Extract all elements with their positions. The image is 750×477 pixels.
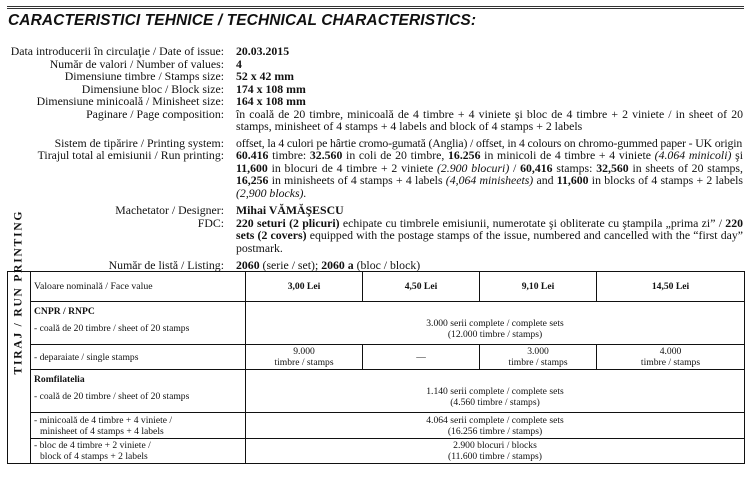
romfilatelia-sheet-value	[246, 370, 745, 413]
spec-label: Tirajul total al emisiunii / Run printing:	[37, 148, 224, 162]
cnpr-single-14-50	[597, 345, 745, 370]
value-line: (12.000 timbre / stamps)	[447, 329, 543, 340]
romfilatelia-title: Romfilatelia	[34, 374, 85, 385]
spec-label: Data introducerii în circulaţie / Date of issue:	[10, 44, 224, 58]
run-text: in minisheets of 4 stamps + 4 labels	[268, 173, 446, 188]
romfilatelia-sheet-label: - coală de 20 timbre / sheet of 20 stamps	[34, 391, 190, 402]
spec-label: Paginare / Page composition:	[86, 106, 224, 121]
value-line: (11.600 timbre / stamps)	[448, 451, 542, 462]
value-line: 1.140 serii complete / complete sets	[426, 386, 564, 397]
run-text: and	[533, 173, 557, 188]
cnpr-single-3-00	[246, 345, 363, 370]
fdc-sets-en: 220 sets (2 covers)	[236, 215, 743, 243]
value-line: 4.000	[659, 346, 682, 357]
run-total-en: 60,416	[520, 160, 553, 175]
spec-value: Mihai VĂMĂŞESCU	[236, 203, 344, 217]
side-label: TIRAJ / RUN PRINTING	[12, 209, 25, 375]
table-row	[8, 413, 745, 439]
cnpr-sheet-label: - coală de 20 timbre / sheet of 20 stamps	[34, 323, 190, 334]
listing-text: (bloc / block)	[353, 257, 421, 272]
spec-value	[236, 217, 743, 255]
cnpr-single-4-50: —	[363, 345, 480, 370]
listing-text: (serie / set);	[259, 257, 322, 272]
spec-label: Dimensiune timbre / Stamps size:	[64, 69, 224, 83]
side-label-cell	[8, 209, 31, 464]
label-line: - bloc de 4 timbre + 2 viniete /	[34, 440, 151, 451]
run-note: (4.064 minicoli)	[654, 148, 732, 162]
spec-label: FDC:	[197, 215, 224, 230]
spec-listing	[0, 259, 750, 272]
run-minisheets-ro: 16.256	[448, 148, 481, 162]
cnpr-sheet-value	[246, 302, 745, 345]
run-text: in coli de 20 timbre,	[342, 148, 449, 162]
fdc-sets-ro: 220 seturi (2 plicuri)	[236, 215, 340, 230]
label-line: block of 4 stamps + 2 labels	[40, 451, 148, 462]
run-text: şi	[731, 148, 743, 162]
top-rule	[7, 6, 744, 9]
cnpr-sheet-label-cell	[31, 302, 246, 345]
value-line: 3.000 serii complete / complete sets	[426, 318, 564, 329]
value-line: 3.000	[527, 346, 549, 357]
run-note: (2,900 blocks).	[236, 185, 307, 200]
spec-value: în coală de 20 timbre, minicoală de 4 timbre + 4 viniete şi bloc de 4 timbre + 2 viniete / in sheet of 20 stamps, minisheet of 4 stamps + 4 labels and block of 4 stamps + 2 labels	[236, 106, 743, 134]
spec-value: offset, la 4 culori pe hârtie cromo-gumată (Anglia) / offset, in 4 colours on chromo-gummed paper - UK origin	[236, 135, 743, 150]
listing-block: 2060 a	[321, 257, 354, 272]
spec-value	[236, 149, 743, 199]
run-sheets-ro: 32.560	[309, 148, 343, 162]
spec-value: 52 x 42 mm	[236, 69, 294, 83]
romfilatelia-block-label	[31, 439, 246, 464]
spec-value: 164 x 108 mm	[236, 94, 306, 108]
spec-label: Dimensiune bloc / Block size:	[81, 81, 224, 96]
spec-label: Număr de valori / Number of values:	[49, 56, 224, 71]
spec-label: Sistem de tipărire / Printing system:	[54, 135, 224, 150]
face-value-3-00: 3,00 Lei	[246, 272, 363, 302]
spec-value: 20.03.2015	[236, 44, 290, 58]
table-row	[8, 302, 745, 345]
run-total-ro: 60.416	[236, 148, 269, 162]
cnpr-single-9-10	[480, 345, 597, 370]
page-title: CARACTERISTICI TEHNICE / TECHNICAL CHARACTERISTICS:	[8, 12, 477, 29]
run-text: in sheets of 20 stamps,	[628, 160, 743, 175]
run-blocks-ro: 11,600	[236, 160, 268, 175]
run-minisheets-en: 16,256	[236, 173, 269, 188]
spec-issue-date	[0, 45, 750, 58]
spec-minisheet-size	[0, 95, 750, 108]
value-line: (4.560 timbre / stamps)	[450, 397, 540, 408]
spec-value: 4	[236, 56, 242, 71]
table-row	[8, 345, 745, 370]
run-text: in blocuri de 4 timbre + 2 viniete	[267, 160, 437, 175]
spec-page-composition	[0, 108, 750, 137]
spec-label: Machetator / Designer:	[115, 203, 224, 217]
run-text: timbre:	[268, 148, 310, 162]
cnpr-title: CNPR / RNPC	[34, 306, 95, 317]
table-row	[8, 272, 745, 302]
romfilatelia-minisheet-label	[31, 413, 246, 439]
spec-fdc	[0, 217, 750, 259]
run-text: /	[509, 160, 521, 175]
value-line: (16.256 timbre / stamps)	[447, 425, 543, 437]
label-line: - minicoală de 4 timbre + 4 viniete /	[34, 414, 173, 426]
run-note: (4,064 minisheets)	[445, 173, 534, 188]
run-blocks-en: 11,600	[556, 173, 589, 188]
value-line: 2.900 blocuri / blocks	[453, 440, 537, 451]
run-sheets-en: 32,560	[596, 160, 629, 175]
spec-run-printing	[0, 149, 750, 204]
value-line: timbre / stamps	[640, 357, 701, 368]
spec-value	[236, 259, 743, 272]
run-text: in minicoli de 4 timbre + 4 viniete	[480, 148, 655, 162]
value-line: 9.000	[293, 346, 315, 357]
run-text: in blocks of 4 stamps + 2 labels	[588, 173, 744, 188]
spec-stamp-size	[0, 70, 750, 83]
romfilatelia-sheet-label-cell	[31, 370, 246, 413]
cnpr-single-label: - deparaiate / single stamps	[31, 345, 246, 370]
specs-list	[0, 45, 750, 272]
fdc-text: equipped with the postage stamps of the issue, numbered and cancelled with the “first day” postmark.	[236, 228, 743, 255]
label-line: minisheet of 4 stamps + 4 labels	[40, 425, 164, 437]
value-line: 4.064 serii complete / complete sets	[426, 414, 564, 426]
table-row	[8, 439, 745, 464]
value-line: timbre / stamps	[508, 357, 568, 368]
face-value-9-10: 9,10 Lei	[480, 272, 597, 302]
romfilatelia-minisheet-value	[246, 413, 745, 439]
value-line: timbre / stamps	[274, 357, 334, 368]
run-text: stamps:	[552, 160, 597, 175]
spec-label: Dimensiune minicoală / Minisheet size:	[36, 94, 224, 108]
face-value-label: Valoare nominală / Face value	[31, 272, 246, 302]
run-note: (2.900 blocuri)	[436, 160, 510, 175]
listing-set: 2060	[236, 257, 260, 272]
spec-value: 174 x 108 mm	[236, 81, 306, 96]
spec-label: Număr de listă / Listing:	[108, 257, 224, 272]
face-value-14-50: 14,50 Lei	[597, 272, 745, 302]
table-row	[8, 370, 745, 413]
romfilatelia-block-value	[246, 439, 745, 464]
fdc-text: echipate cu timbrele emisiunii, numerotate şi obliterate cu ştampila „prima zi” /	[339, 215, 726, 230]
face-value-4-50: 4,50 Lei	[363, 272, 480, 302]
